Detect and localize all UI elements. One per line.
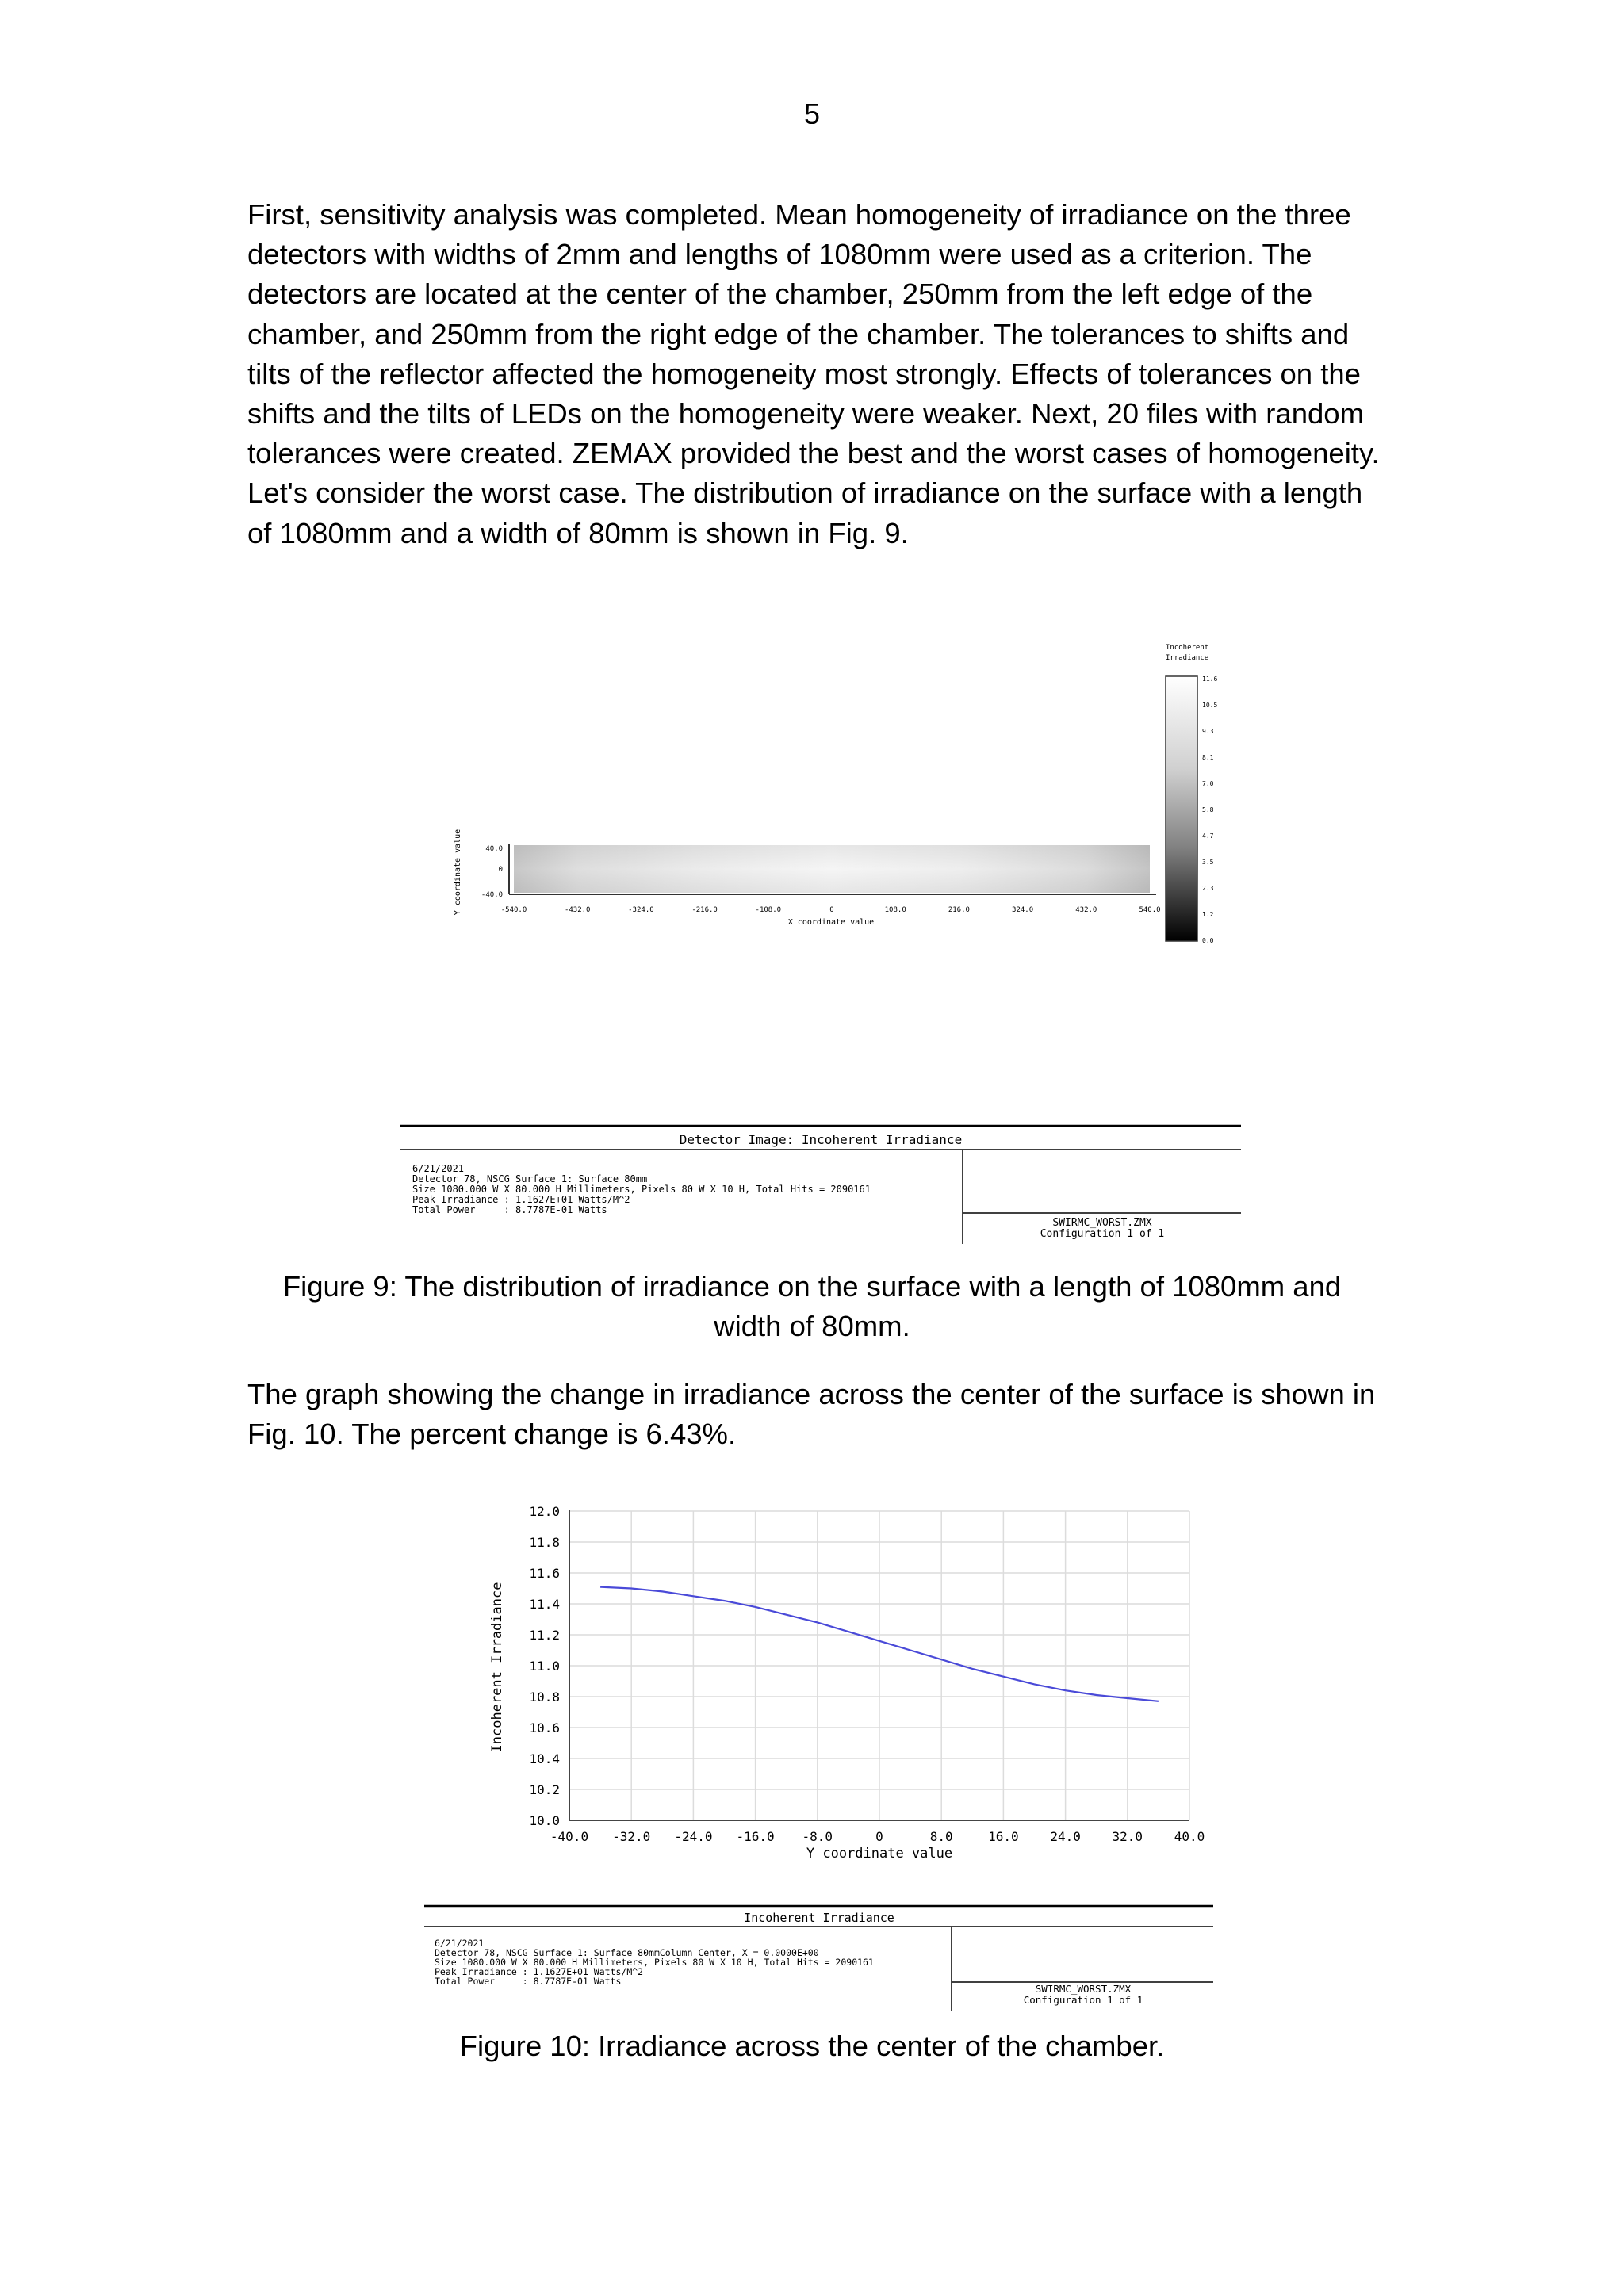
fig10-y-tick-label: 10.6 bbox=[529, 1720, 560, 1735]
fig10-y-tick-label: 11.6 bbox=[529, 1566, 560, 1581]
fig10-x-tick-label: -24.0 bbox=[674, 1829, 713, 1844]
fig9-x-tick-label: -216.0 bbox=[691, 906, 718, 914]
colorbar-tick-label: 2.3 bbox=[1202, 885, 1214, 892]
fig10-y-tick-label: 10.8 bbox=[529, 1689, 560, 1705]
fig10-y-tick-label: 10.0 bbox=[529, 1813, 560, 1828]
colorbar-tick-label: 0.0 bbox=[1202, 937, 1214, 944]
colorbar-tick-label: 7.0 bbox=[1202, 780, 1214, 787]
fig10-info-box bbox=[424, 1906, 1213, 2011]
fig10-x-axis-label: Y coordinate value bbox=[806, 1846, 953, 1862]
colorbar-tick-label: 10.5 bbox=[1202, 702, 1218, 709]
fig9-y-tick-label: 40.0 bbox=[485, 845, 503, 853]
colorbar-tick-label: 5.8 bbox=[1202, 806, 1214, 813]
fig9-info-line: 6/21/2021 bbox=[412, 1163, 465, 1174]
fig9-x-axis-label: X coordinate value bbox=[787, 918, 875, 927]
fig10-y-axis-label: Incoherent Irradiance bbox=[489, 1582, 505, 1753]
fig10-x-tick-label: 8.0 bbox=[929, 1829, 953, 1844]
fig9-info-line: Total Power : 8.7787E-01 Watts bbox=[412, 1204, 607, 1215]
fig10-y-tick-label: 11.0 bbox=[529, 1659, 560, 1674]
fig9-x-tick-label: -432.0 bbox=[564, 906, 591, 914]
fig9-x-tick-label: -540.0 bbox=[500, 906, 527, 914]
fig10-y-tick-label: 10.4 bbox=[529, 1751, 560, 1766]
colorbar-title-line2: Irradiance bbox=[1166, 654, 1209, 662]
figure-10-caption: Figure 10: Irradiance across the center of the chamber. bbox=[459, 2030, 1165, 2062]
fig10-x-tick-label: -40.0 bbox=[550, 1829, 589, 1844]
fig10-x-tick-labels bbox=[550, 1829, 1205, 1844]
fig10-info-line: Peak Irradiance : 1.1627E+01 Watts/M^2 bbox=[435, 1966, 644, 1977]
colorbar-tick-label: 1.2 bbox=[1202, 911, 1214, 918]
fig10-config: Configuration 1 of 1 bbox=[1023, 1994, 1143, 2006]
fig9-info-line: Detector 78, NSCG Surface 1: Surface 80mm bbox=[412, 1173, 648, 1184]
colorbar-tick-label: 11.6 bbox=[1202, 675, 1218, 683]
fig9-x-tick-label: -324.0 bbox=[628, 906, 654, 914]
fig10-x-tick-label: 32.0 bbox=[1112, 1829, 1143, 1844]
fig10-file-name: SWIRMC_WORST.ZMX bbox=[1035, 1983, 1132, 1995]
fig9-x-tick-labels bbox=[501, 906, 1161, 914]
colorbar-tick-label: 4.7 bbox=[1202, 832, 1214, 840]
fig9-config: Configuration 1 of 1 bbox=[1040, 1228, 1165, 1240]
fig9-x-tick-label: 108.0 bbox=[884, 906, 906, 914]
fig10-y-tick-label: 11.8 bbox=[529, 1535, 560, 1550]
paragraph-sensitivity-analysis: First, sensitivity analysis was completed. Mean homogeneity of irradiance on the three detectors with widths of 2mm and lengths of 1080mm were used as a criterion. The detectors are located at the center of the chamber, 250mm from the left edge of the chamber, and 250mm from the right edge of the chamber. The tolerances to shifts and tilts of the reflector affected the homogeneity most strongly. Effects of tolerances on the shifts and the tilts of LEDs on the homogeneity were weaker. Next, 20 files with random tolerances were created. ZEMAX provided the best and the worst cases of homogeneity. Let's consider the worst case. The distribution of irradiance on the surface with a length of 1080mm and a width of 80mm is shown in Fig. 9. bbox=[247, 198, 1380, 549]
fig10-info-title: Incoherent Irradiance bbox=[744, 1911, 894, 1925]
fig9-info-title: Detector Image: Incoherent Irradiance bbox=[679, 1132, 963, 1147]
fig10-info-line: Detector 78, NSCG Surface 1: Surface 80mmColumn Center, X = 0.0000E+00 bbox=[435, 1947, 819, 1958]
fig10-x-tick-label: -8.0 bbox=[802, 1829, 833, 1844]
fig10-x-tick-label: 0 bbox=[875, 1829, 883, 1844]
fig10-x-tick-label: -16.0 bbox=[736, 1829, 775, 1844]
fig10-info-line: Total Power : 8.7787E-01 Watts bbox=[435, 1976, 622, 1987]
fig10-series-line bbox=[600, 1587, 1159, 1701]
fig9-x-tick-label: 324.0 bbox=[1012, 906, 1034, 914]
colorbar-tick-label: 3.5 bbox=[1202, 859, 1214, 866]
colorbar-tick-label: 8.1 bbox=[1202, 754, 1214, 761]
fig10-x-tick-label: 40.0 bbox=[1174, 1829, 1205, 1844]
fig10-x-tick-label: 16.0 bbox=[988, 1829, 1019, 1844]
fig9-file-name: SWIRMC_WORST.ZMX bbox=[1052, 1217, 1152, 1229]
paragraph-irradiance-change: The graph showing the change in irradiance across the center of the surface is shown in Fig. 10. The percent change is 6.43%. bbox=[247, 1378, 1376, 1451]
fig10-y-tick-label: 11.4 bbox=[529, 1597, 560, 1612]
fig9-y-tick-labels bbox=[481, 845, 503, 899]
fig10-x-tick-label: 24.0 bbox=[1050, 1829, 1081, 1844]
fig10-x-tick-label: -32.0 bbox=[612, 1829, 651, 1844]
fig9-y-tick-label: 0 bbox=[498, 866, 503, 874]
fig9-y-axis-label: Y coordinate value bbox=[454, 828, 462, 916]
fig9-y-tick-label: -40.0 bbox=[481, 891, 503, 899]
fig10-y-tick-label: 10.2 bbox=[529, 1782, 560, 1797]
fig9-x-tick-label: 540.0 bbox=[1139, 906, 1161, 914]
fig9-x-tick-label: 432.0 bbox=[1075, 906, 1097, 914]
fig10-series bbox=[600, 1587, 1159, 1701]
fig9-x-tick-label: -108.0 bbox=[755, 906, 782, 914]
fig9-x-tick-label: 216.0 bbox=[948, 906, 970, 914]
colorbar-tick-label: 9.3 bbox=[1202, 728, 1214, 735]
fig10-gridlines bbox=[569, 1511, 1189, 1820]
colorbar-title-line1: Incoherent bbox=[1166, 644, 1209, 652]
fig10-y-tick-label: 12.0 bbox=[529, 1504, 560, 1519]
fig9-info-line: Peak Irradiance : 1.1627E+01 Watts/M^2 bbox=[412, 1194, 630, 1205]
page-number: 5 bbox=[803, 98, 821, 130]
fig9-x-tick-label: 0 bbox=[829, 906, 834, 914]
fig10-y-tick-label: 11.2 bbox=[529, 1628, 560, 1643]
colorbar-tick-labels bbox=[1202, 675, 1217, 944]
fig9-info-line: Size 1080.000 W X 80.000 H Millimeters, Pixels 80 W X 10 H, Total Hits = 2090161 bbox=[412, 1184, 871, 1195]
irradiance-heatmap bbox=[514, 845, 1150, 893]
fig10-info-line: 6/21/2021 bbox=[435, 1938, 485, 1949]
figure-9-caption: Figure 9: The distribution of irradiance on the surface with a length of 1080mm and width of 80mm. bbox=[282, 1270, 1342, 1342]
fig10-y-tick-labels bbox=[529, 1504, 560, 1828]
fig10-info-line: Size 1080.000 W X 80.000 H Millimeters, Pixels 80 W X 10 H, Total Hits = 2090161 bbox=[435, 1957, 874, 1968]
fig9-info-box bbox=[400, 1126, 1241, 1244]
colorbar bbox=[1166, 676, 1197, 941]
